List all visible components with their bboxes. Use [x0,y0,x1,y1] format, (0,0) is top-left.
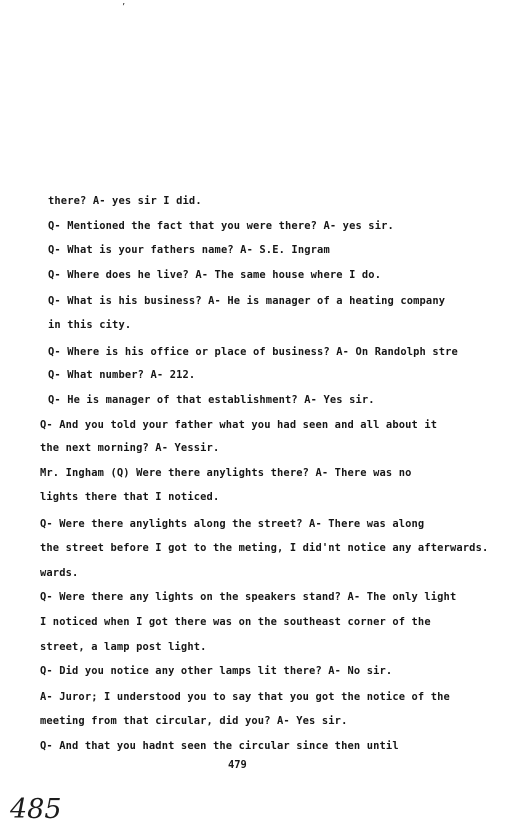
transcript-line: meeting from that circular, did you? A- Yes sir. [40,715,348,727]
transcript-line: Q- Were there anylights along the street? A- There was along [40,518,425,530]
handwritten-number: 485 [10,794,62,825]
transcript-line: A- Juror; I understood you to say that you got the notice of the [40,691,450,703]
transcript-line: I noticed when I got there was on the southeast corner of the [40,616,431,628]
transcript-line: Q- What is your fathers name? A- S.E. Ingram [48,244,330,256]
transcript-line: Q- And you told your father what you had seen and all about it [40,419,438,431]
transcript-line: Q- Where is his office or place of business? A- On Randolph stre [48,346,458,358]
transcript-line: Q- Were there any lights on the speakers stand? A- The only light [40,591,457,603]
transcript-line: lights there that I noticed. [40,491,220,503]
transcript-line: Q- What is his business? A- He is manager of a heating company [48,295,446,307]
page-number: 479 [228,759,247,771]
transcript-line: Mr. Ingham (Q) Were there anylights there? A- There was no [40,467,412,479]
transcript-line: Q- Mentioned the fact that you were there? A- yes sir. [48,220,394,232]
transcript-line: Q- What number? A- 212. [48,369,196,381]
transcript-line: Q- He is manager of that establishment? A- Yes sir. [48,394,375,406]
transcript-line: Q- Where does he live? A- The same house where I do. [48,269,382,281]
transcript-line: wards. [40,567,79,579]
transcript-line: the next morning? A- Yessir. [40,442,220,454]
transcript-line: street, a lamp post light. [40,641,207,653]
transcript-line: the street before I got to the meting, I did'nt notice any afterwards. [40,542,489,554]
scan-mark: ’ [122,2,126,13]
transcript-line: there? A- yes sir I did. [48,195,202,207]
transcript-line: Q- And that you hadnt seen the circular since then until [40,740,399,752]
transcript-line: in this city. [48,319,132,331]
transcript-line: Q- Did you notice any other lamps lit there? A- No sir. [40,665,393,677]
